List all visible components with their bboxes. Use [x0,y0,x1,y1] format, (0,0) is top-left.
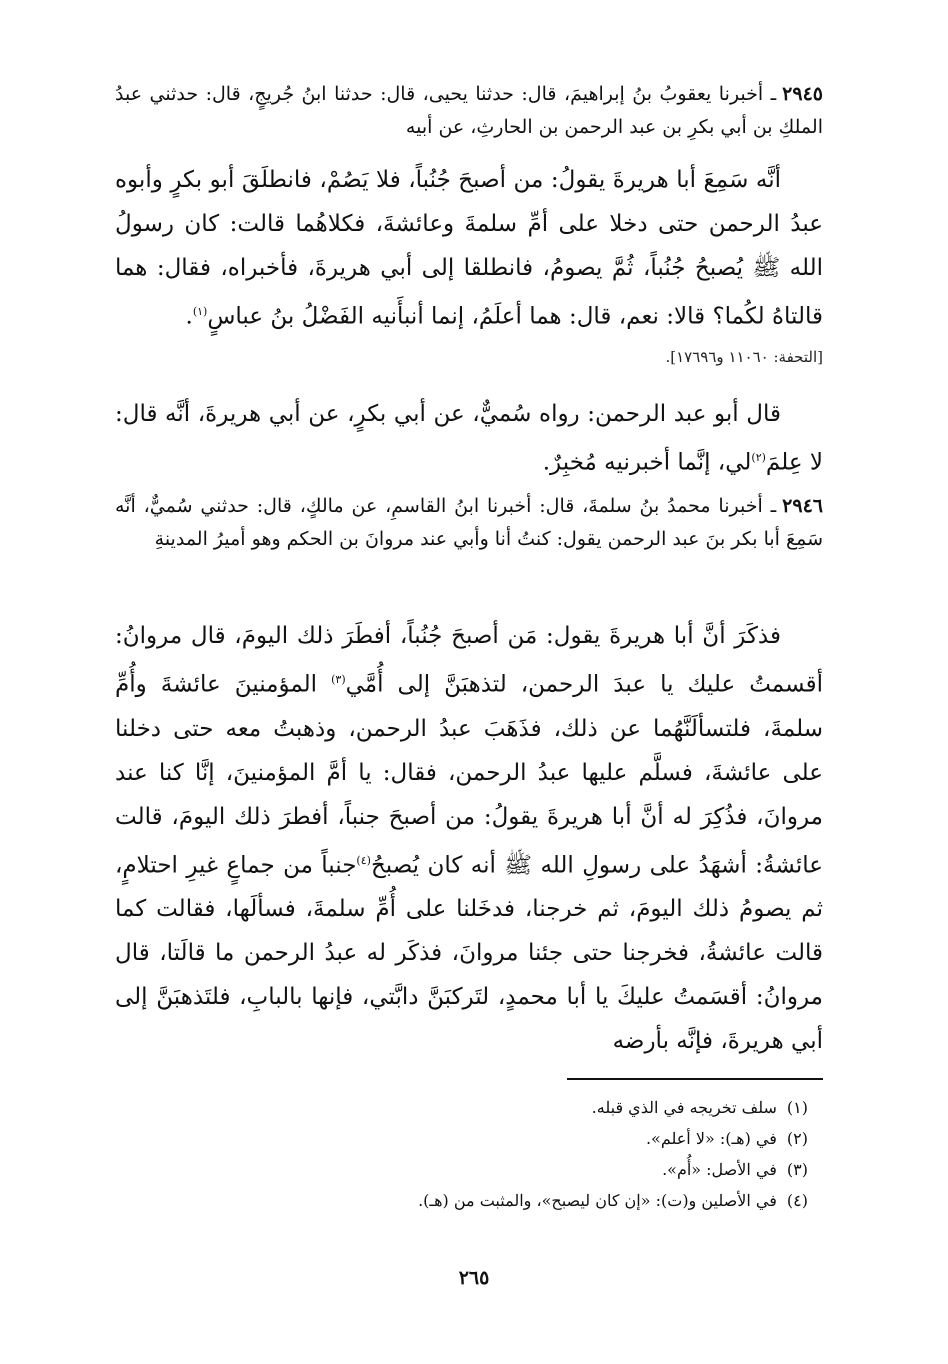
note-text-end: لي، إنَّما أخبرنيه مُخبِرٌ. [542,449,752,476]
hadith-2945-isnad [115,78,823,144]
footnote-separator [567,1078,823,1080]
matn-text-3: جنباً من جماعٍ غيرِ احتلامٍ، ثم يصومُ ذلك اليومَ، ثم خرجنا، فدخَلنا على أُمِّ سلمةَ، فسألَها، فقالت كما قالت عائشةُ، فخرجنا حتى جئنا مروانَ، فذكَر له عبدُ الرحمن ما قالَتا، قال مروانُ: أقسَمتُ عليكَ يا أبا محمدٍ، لتَركبَنَّ دابَّتي، فإنها بالبابِ، فلتَذهبَنَّ إلى أبي هريرةَ، فإنَّه بأرضه [115,852,823,1055]
note-text: قال أبو عبد الرحمن: رواه سُميٌّ، عن أبي بكرٍ، عن أبي هريرةَ، أنَّه قال: لا عِلمَ [115,401,823,476]
footnote-number: (٣) [786,1160,808,1179]
footnote-text: في الأصل: «أُم». [662,1160,777,1179]
footnote-number: (٢) [786,1129,808,1148]
isnad-text: ـ أخبرنا محمدُ بنُ سلمةَ، قال: أخبرنا ابنُ القاسمِ، عن مالكٍ، قال: حدثني سُميٌّ، أنَّه سَمِعَ أبا بكر بنَ عبد الرحمن يقول: كنتُ أنا وأبي عند مروانَ بن الحكم وهو أميرُ المدينةِ [115,495,823,550]
tuhfa-reference: [التحفة: ١١٠٦٠ و١٧٦٩٦]. [665,348,823,366]
hadith-2945-matn: أنَّه سَمِعَ أبا هريرةَ يقولُ: من أصبحَ جُنُباً، فلا يَصُمْ، فانطلَقَ أبو بكرٍ وأبوه عبدُ الرحمن حتى دخلا على أمِّ سلمةَ وعائشةَ، فكلاهُما قالت: كان رسولُ الله ﷺ يُصبحُ جُنُباً، ثُمَّ يصومُ، فانطلقا إلى أبي هريرةَ، فأخبراه، فقال: هما قالتاهُ لكُما؟ قالا: نعم، قال: هما أعلَمُ، إنما أنبأَنيه الفَضْلُ بنُ عباسٍ$^{(١)}$. [115,167,823,330]
footnote-3 [330,1154,808,1185]
footnote-text: في (هـ): «لا أعلم». [645,1129,777,1148]
hadith-2946-isnad [115,490,823,556]
footnote-ref-2: (٢) [751,451,766,464]
footnote-number: (١) [786,1098,808,1117]
abu-abd-rahman-note [115,392,823,485]
footnote-text: في الأصلين و(ت): «إن كان ليصبح»، والمثبت من (هـ). [418,1191,777,1210]
page-number: ٢٦٥ [458,1267,490,1289]
footnote-number: (٤) [786,1191,808,1210]
footnote-ref-3: (٣) [331,673,346,686]
matn-text-1: فذكَرَ أنَّ أبا هريرةَ يقول: مَن أصبحَ جُنُباً، أفطَرَ ذلك اليومَ، قال مروانُ: أقسمتُ عليك يا عبدَ الرحمن، لتذهبَنَّ إلى أُمَّي [115,623,823,698]
footnote-ref-4: (٤) [356,853,371,867]
footnote-2 [330,1123,808,1154]
matn-text: أنَّه سَمِعَ أبا هريرةَ يقولُ: من أصبحَ جُنُباً، فلا يَصُمْ، فانطلَقَ أبو بكرٍ وأبوه عبدُ الرحمن حتى دخلا على أمِّ سلمةَ وعائشةَ، فكلاهُما قالت: كان رسولُ الله ﷺ يُصبحُ جُنُباً، ثُمَّ يصومُ، فانطلقا إلى أبي هريرةَ، فأخبراه، فقال: هما قالتاهُ لكُما؟ قالا: نعم، قال: هما أعلَمُ، إنما أنبأَنيه الفَضْلُ بنُ عباسٍ [115,167,823,330]
footnote-1 [330,1092,808,1123]
hadith-number: ٢٩٤٦ [782,495,823,517]
footnote-text: سلف تخريجه في الذي قبله. [591,1098,777,1117]
matn-text-2: المؤمنينَ عائشةَ وأُمِّ سلمةَ، فلتسألَنَّهُما عن ذلك، فذَهَبَ عبدُ الرحمن، وذهبتُ معه حتى دخلنا على عائشةَ، فسلَّم عليها عبدُ الرحمن، فقال: يا أمَّ المؤمنينَ، إنَّا كنا عند مروانَ، فذُكِرَ له أنَّ أبا هريرةَ يقولُ: من أصبحَ جنباً، أفطرَ ذلك اليومَ، قالت عائشةُ: أشهَدُ على رسولِ الله ﷺ أنه كان يُصبحُ [115,671,823,879]
hadith-2946-matn [115,614,823,1063]
isnad-text: ـ أخبرنا يعقوبُ بنُ إبراهيمَ، قال: حدثنا يحيى، قال: حدثنا ابنُ جُريجٍ، قال: حدثني عبدُ الملكِ بن أبي بكرِ بن عبد الرحمن بن الحارثِ، عن أبيه [115,83,823,138]
footnotes [330,1092,808,1216]
footnote-ref-1: (١) [192,305,208,318]
footnote-4 [330,1185,808,1216]
hadith-number: ٢٩٤٥ [782,83,823,105]
